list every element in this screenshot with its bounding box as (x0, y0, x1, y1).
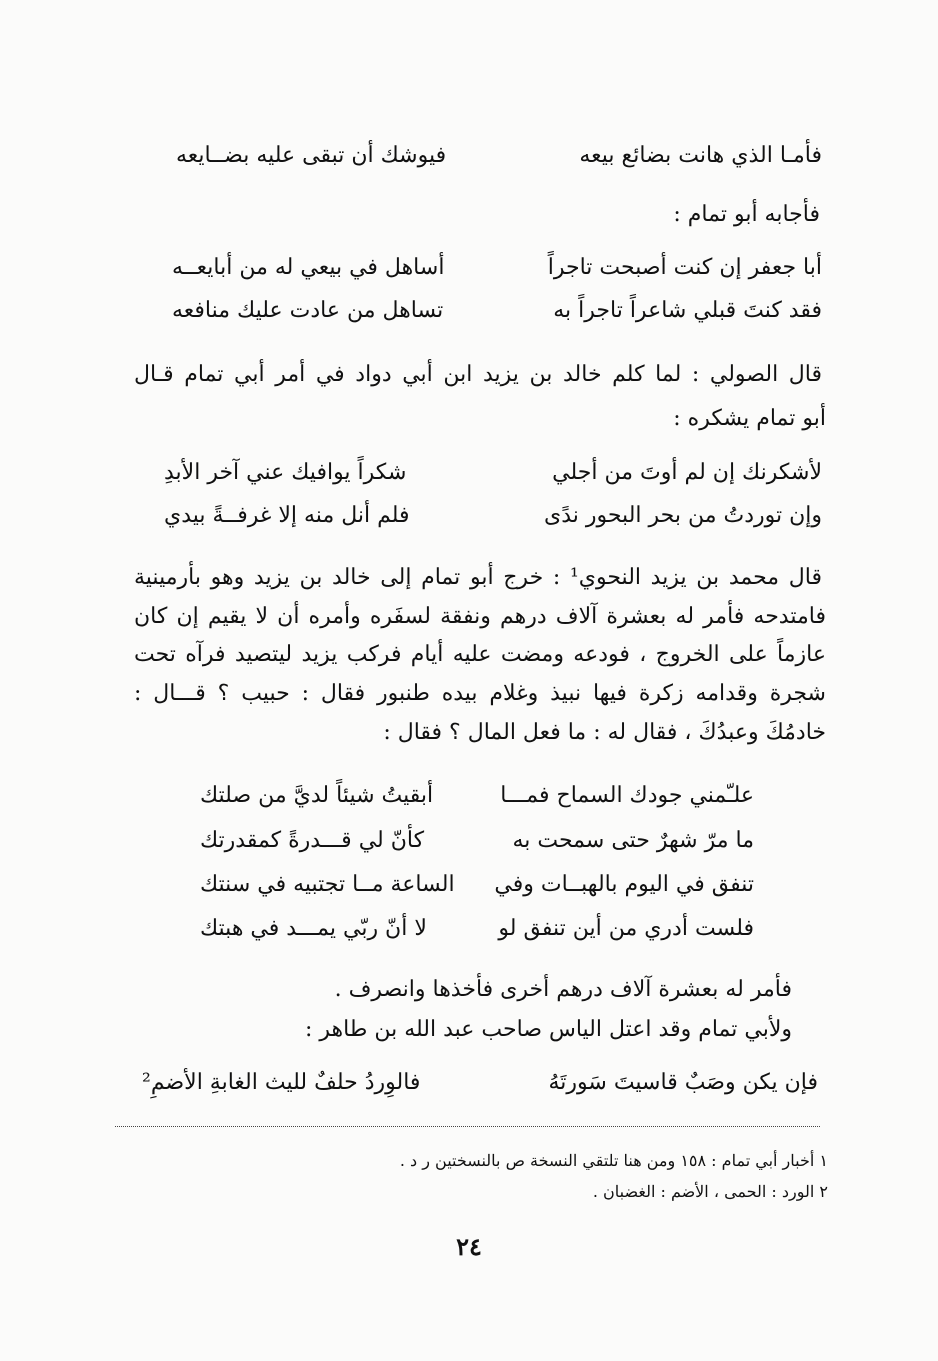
last-verse-left: فالوِردُ حلفٌ لليث الغابةِ الأضمِ² (142, 1070, 421, 1095)
closing-line-2: ولأبي تمام وقد اعتل الياس صاحب عبد الله بن طاهر : (305, 1017, 792, 1042)
footnote-2: ٢ الورد : الحمى ، الأضم : الغضبان . (592, 1182, 828, 1201)
nahwi-para-line-4: شجرة وقدامه زكرة فيها نبيذ وغلام بيده طنبور فقال : حبيب ؟ قـــال : (134, 681, 826, 706)
verse-intro-right: فأمـا الذي هانت بضائع بيعه (579, 143, 822, 168)
gift-poem-1-right: علـّمني جودك السماح فمـــا (500, 783, 754, 808)
nahwi-para-line-5: خادمُكَ وعبدُكَ ، فقال له : ما فعل المال ؟ فقال : (383, 720, 826, 745)
gift-poem-4-right: فلست أدري من أين تنفق لو (498, 916, 754, 941)
thanks-poem-2-right: وإن توردتُ من بحر البحور ندًى (543, 503, 822, 528)
nahwi-para-line-2: فامتدحه فأمر له بعشرة آلاف درهم ونفقة لسفَره وأمره أن لا يقيم إن كان (134, 604, 826, 629)
thanks-poem-2-left: فلم أنل منه إلا غرفــةً بيدي (164, 503, 410, 528)
reply-intro: فأجابه أبو تمام : (673, 202, 820, 227)
nahwi-para-line-3: عازماً على الخروج ، فودعه ومضت عليه أيام فركب يزيد ليتصيد فرآه تحت (134, 642, 826, 667)
reply-poem-1-left: أساهل في بيعي له من أبايعــه (172, 255, 445, 280)
gift-poem-3-right: تنفق في اليوم بالهبــات وفي (494, 872, 754, 897)
gift-poem-1-left: أبقيتُ شيئاً لديَّ من صلتك (200, 783, 434, 808)
page-number: ٢٤ (456, 1232, 482, 1261)
footnote-divider (115, 1126, 820, 1127)
gift-poem-2-right: ما مرّ شهرٌ حتى سمحت به (512, 828, 754, 853)
nahwi-para-line-1: قال محمد بن يزيد النحوي¹ : خرج أبو تمام إلى خالد بن يزيد وهو بأرمينية (134, 565, 822, 590)
reply-poem-2-left: تساهل من عادت عليك منافعه (172, 298, 444, 323)
gift-poem-2-left: كأنّ لي قـــدرةً كمقدرتك (200, 828, 425, 853)
gift-poem-3-left: الساعة مــا تجتبيه في سنتك (200, 872, 455, 897)
suli-para-line-2: أبو تمام يشكره : (673, 406, 826, 431)
reply-poem-2-right: فقد كنتَ قبلي شاعراً تاجراً به (553, 298, 822, 323)
suli-para-line-1: قال الصولي : لما كلم خالد بن يزيد ابن أبي دواد في أمر أبي تمام قـال (134, 362, 822, 387)
thanks-poem-1-left: شكراً يوافيك عني آخر الأبدِ (164, 460, 407, 485)
footnote-1: ١ أخبار أبي تمام : ١٥٨ ومن هنا تلتقي النسخة ص بالنسختين ر د . (399, 1151, 828, 1170)
verse-intro-left: فيوشك أن تبقى عليه بضــايعه (176, 143, 447, 168)
thanks-poem-1-right: لأشكرنك إن لم أوتَ من أجلي (552, 460, 822, 485)
last-verse-right: فإن يكن وصَبٌ قاسيتَ سَورتَهُ (548, 1070, 818, 1095)
closing-line-1: فأمر له بعشرة آلاف درهم أخرى فأخذها وانصرف . (334, 977, 792, 1002)
gift-poem-4-left: لا أنّ ربّي يمـــد في هبتك (200, 916, 427, 941)
reply-poem-1-right: أبا جعفر إن كنت أصبحت تاجراً (547, 255, 822, 280)
